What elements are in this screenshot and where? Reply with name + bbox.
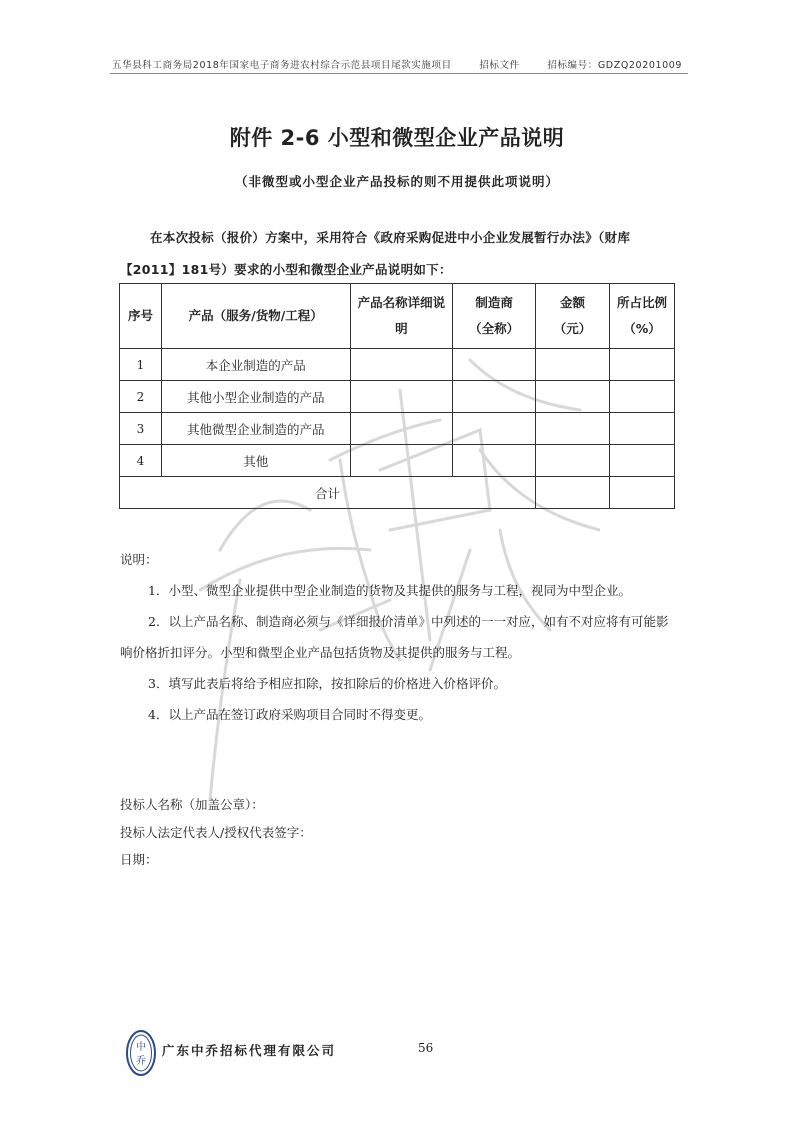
product-name-cell[interactable]: [350, 445, 453, 477]
signature-section: [120, 791, 312, 874]
table-row: [120, 413, 675, 445]
maker-cell[interactable]: [453, 445, 536, 477]
page-number: 56: [418, 1041, 434, 1055]
table-row: [120, 445, 675, 477]
table-total-row: [120, 477, 675, 509]
note-item: 4．以上产品在签订政府采购项目合同时不得变更。: [148, 707, 431, 722]
amount-cell[interactable]: [536, 381, 610, 413]
header-tender-no: 招标编号：GDZQ20201009: [547, 60, 683, 71]
page-subtitle: （非微型或小型企业产品投标的则不用提供此项说明）: [234, 174, 559, 189]
header-maker-line2: （全称）: [469, 321, 520, 336]
notes-section: [120, 544, 676, 730]
row-product: 其他微型企业制造的产品: [161, 413, 350, 445]
representative-label: 投标人法定代表人/授权代表签字：: [120, 824, 312, 840]
maker-cell[interactable]: [453, 381, 536, 413]
intro-paragraph: 在本次投标（报价）方案中，采用符合《政府采购促进中小企业发展暂行办法》（财库【2011】181号）要求的小型和微型企业产品说明如下：: [120, 230, 631, 277]
page-header: [112, 57, 706, 71]
header-maker: [453, 284, 536, 349]
note-item: 3．填写此表后将给予相应扣除，按扣除后的价格进入价格评价。: [148, 676, 506, 691]
total-ratio-cell[interactable]: [610, 477, 675, 509]
header-project: 五华县科工商务局2018年国家电子商务进农村综合示范县项目尾款实施项目: [112, 60, 452, 71]
total-amount-cell[interactable]: [536, 477, 610, 509]
company-logo-icon: [126, 1030, 156, 1076]
row-no: 2: [120, 381, 162, 413]
header-product-name-line1: 产品名称详细说: [357, 295, 446, 310]
maker-cell[interactable]: [453, 413, 536, 445]
header-ratio: [610, 284, 675, 349]
header-product: 产品（服务/货物/工程）: [161, 284, 350, 349]
product-name-cell[interactable]: [350, 381, 453, 413]
ratio-cell[interactable]: [610, 381, 675, 413]
notes-heading: 说明：: [120, 552, 158, 567]
product-name-cell[interactable]: [350, 413, 453, 445]
table-row: [120, 381, 675, 413]
header-amount-line1: 金额: [560, 295, 586, 310]
product-name-cell[interactable]: [350, 349, 453, 381]
total-label: 合计: [120, 477, 536, 509]
row-no: 1: [120, 349, 162, 381]
amount-cell[interactable]: [536, 349, 610, 381]
ratio-cell[interactable]: [610, 349, 675, 381]
bidder-name-label: 投标人名称（加盖公章）：: [120, 797, 264, 812]
header-doc-type: 招标文件: [479, 60, 520, 71]
row-product: 其他小型企业制造的产品: [161, 381, 350, 413]
date-label: 日期：: [120, 852, 158, 867]
note-item: 2．以上产品名称、制造商必须与《详细报价清单》中列述的一一对应，如有不对应将有可能影响价格折扣评分。小型和微型企业产品包括货物及其提供的服务与工程。: [120, 614, 669, 660]
ratio-cell[interactable]: [610, 445, 675, 477]
svg-text:中: 中: [136, 1042, 146, 1053]
note-item: 1．小型、微型企业提供中型企业制造的货物及其提供的服务与工程，视同为中型企业。: [148, 583, 631, 598]
row-no: 4: [120, 445, 162, 477]
row-product: 其他: [161, 445, 350, 477]
product-table: [119, 283, 675, 509]
page-title: 附件 2-6 小型和微型企业产品说明: [229, 126, 565, 150]
header-amount: [536, 284, 610, 349]
header-amount-line2: （元）: [553, 321, 592, 336]
header-divider: [110, 73, 688, 74]
header-maker-line1: 制造商: [475, 295, 513, 310]
amount-cell[interactable]: [536, 445, 610, 477]
header-ratio-line2: （%）: [623, 321, 661, 336]
maker-cell[interactable]: [453, 349, 536, 381]
svg-text:乔: 乔: [136, 1056, 146, 1067]
footer-company: 广东中乔招标代理有限公司: [162, 1043, 337, 1058]
amount-cell[interactable]: [536, 413, 610, 445]
table-row: [120, 349, 675, 381]
header-ratio-line1: 所占比例: [617, 295, 668, 310]
ratio-cell[interactable]: [610, 413, 675, 445]
row-no: 3: [120, 413, 162, 445]
header-product-name: [350, 284, 453, 349]
row-product: 本企业制造的产品: [161, 349, 350, 381]
header-product-name-line2: 明: [395, 321, 408, 336]
table-header-row: [120, 284, 675, 349]
header-no: 序号: [120, 284, 162, 349]
